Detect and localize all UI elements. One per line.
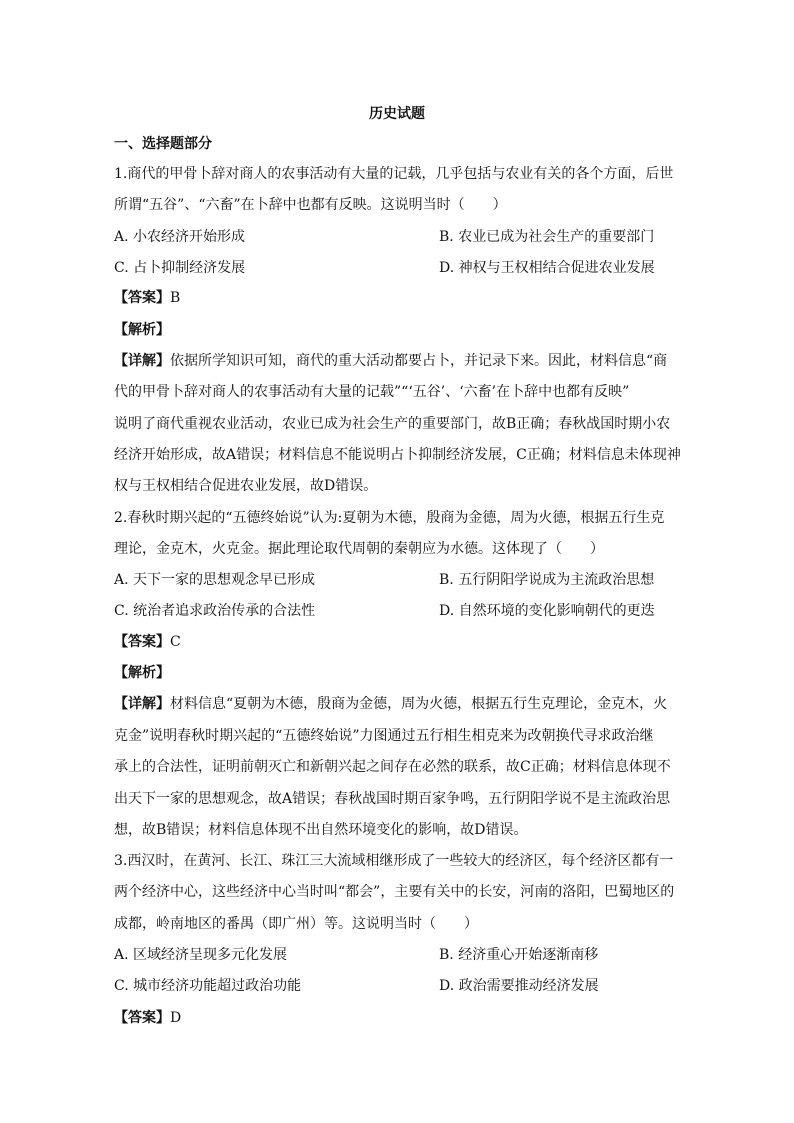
q2-detail-line-4: 出天下一家的思想观念，故A错误；春秋战国时期百家争鸣，五行阴阳学说不是主流政治思 <box>114 791 671 807</box>
q2-detail-line-1: 【详解】材料信息“夏朝为木德，殷商为金德，周为火德，根据五行生克理论，金克木，火 <box>114 696 668 712</box>
q3-stem-line-3: 成都，岭南地区的番禺（即广州）等。这说明当时（ ） <box>114 916 478 932</box>
q3-option-d: D. 政治需要推动经济发展 <box>439 978 599 994</box>
q1-detail-line-4: 经济开始形成，故A错误；材料信息不能说明占卜抑制经济发展，C正确；材料信息未体现神 <box>114 447 681 463</box>
q3-stem-line-1: 3.西汉时，在黄河、长江、珠江三大流域相继形成了一些较大的经济区，每个经济区都有一 <box>114 853 674 869</box>
q1-detail-line-3: 说明了商代重视农业活动，农业已成为社会生产的重要部门，故B正确；春秋战国时期小农 <box>114 416 671 432</box>
q1-stem-line-1: 1.商代的甲骨卜辞对商人的农事活动有大量的记载，几乎包括与农业有关的各个方面，后世 <box>114 166 674 182</box>
q1-analysis-label: 【解析】 <box>114 322 170 338</box>
section-heading: 一、选择题部分 <box>114 136 212 152</box>
q2-option-b: B. 五行阴阳学说成为主流政治思想 <box>439 572 655 588</box>
q2-detail-line-5: 想，故B错误；材料信息体现不出自然环境变化的影响，故D错误。 <box>114 822 528 838</box>
q1-option-b: B. 农业已成为社会生产的重要部门 <box>439 229 655 245</box>
q2-analysis-label: 【解析】 <box>114 665 170 681</box>
answer-label: 【答案】 <box>114 634 170 650</box>
q3-option-b: B. 经济重心开始逐渐南移 <box>439 947 599 963</box>
q2-detail-line-3: 承上的合法性，证明前朝灭亡和新朝兴起之间存在必然的联系，故C正确；材料信息体现不 <box>114 759 671 775</box>
answer-value: D <box>170 1010 182 1026</box>
answer-label: 【答案】 <box>114 1010 170 1026</box>
q3-answer <box>114 1008 181 1028</box>
q2-option-d: D. 自然环境的变化影响朝代的更迭 <box>439 603 655 619</box>
q2-option-a: A. 天下一家的思想观念早已形成 <box>114 572 316 588</box>
q1-option-d: D. 神权与王权相结合促进农业发展 <box>439 260 655 276</box>
q2-answer <box>114 632 181 652</box>
answer-label: 【答案】 <box>114 290 170 306</box>
q1-detail-line-2: 代的甲骨卜辞对商人的农事活动有大量的记载”“‘五谷’、‘六畜’在卜辞中也都有反映” <box>114 384 630 400</box>
page-title: 历史试题 <box>369 106 425 122</box>
q3-option-c: C. 城市经济功能超过政治功能 <box>114 978 302 994</box>
answer-value: C <box>170 634 181 650</box>
q2-detail-line-2: 克金”说明春秋时期兴起的“五德终始说”力图通过五行相生相克来为改朝换代寻求政治继 <box>114 728 654 744</box>
q1-option-c: C. 占卜抑制经济发展 <box>114 260 246 276</box>
q3-option-a: A. 区域经济呈现多元化发展 <box>114 947 288 963</box>
q1-stem-line-2: 所谓“五谷”、“六畜”在卜辞中也都有反映。这说明当时（ ） <box>114 197 507 213</box>
q1-detail-line-5: 权与王权相结合促进农业发展，故D错误。 <box>114 478 378 494</box>
q1-option-a: A. 小农经济开始形成 <box>114 229 246 245</box>
q3-stem-line-2: 两个经济中心，这些经济中心当时叫“都会”，主要有关中的长安，河南的洛阳，巴蜀地区的 <box>114 884 675 900</box>
q2-stem-line-1: 2.春秋时期兴起的“五德终始说”认为:夏朝为木德，殷商为金德，周为火德，根据五行生克 <box>114 510 665 526</box>
q1-answer <box>114 288 180 308</box>
q2-stem-line-2: 理论，金克木，火克金。据此理论取代周朝的秦朝应为水德。这体现了（ ） <box>114 541 604 557</box>
q1-detail-line-1: 【详解】依据所学知识可知，商代的重大活动都要占卜，并记录下来。因此，材料信息“商 <box>114 353 668 369</box>
answer-value: B <box>170 290 181 306</box>
q2-option-c: C. 统治者追求政治传承的合法性 <box>114 603 316 619</box>
